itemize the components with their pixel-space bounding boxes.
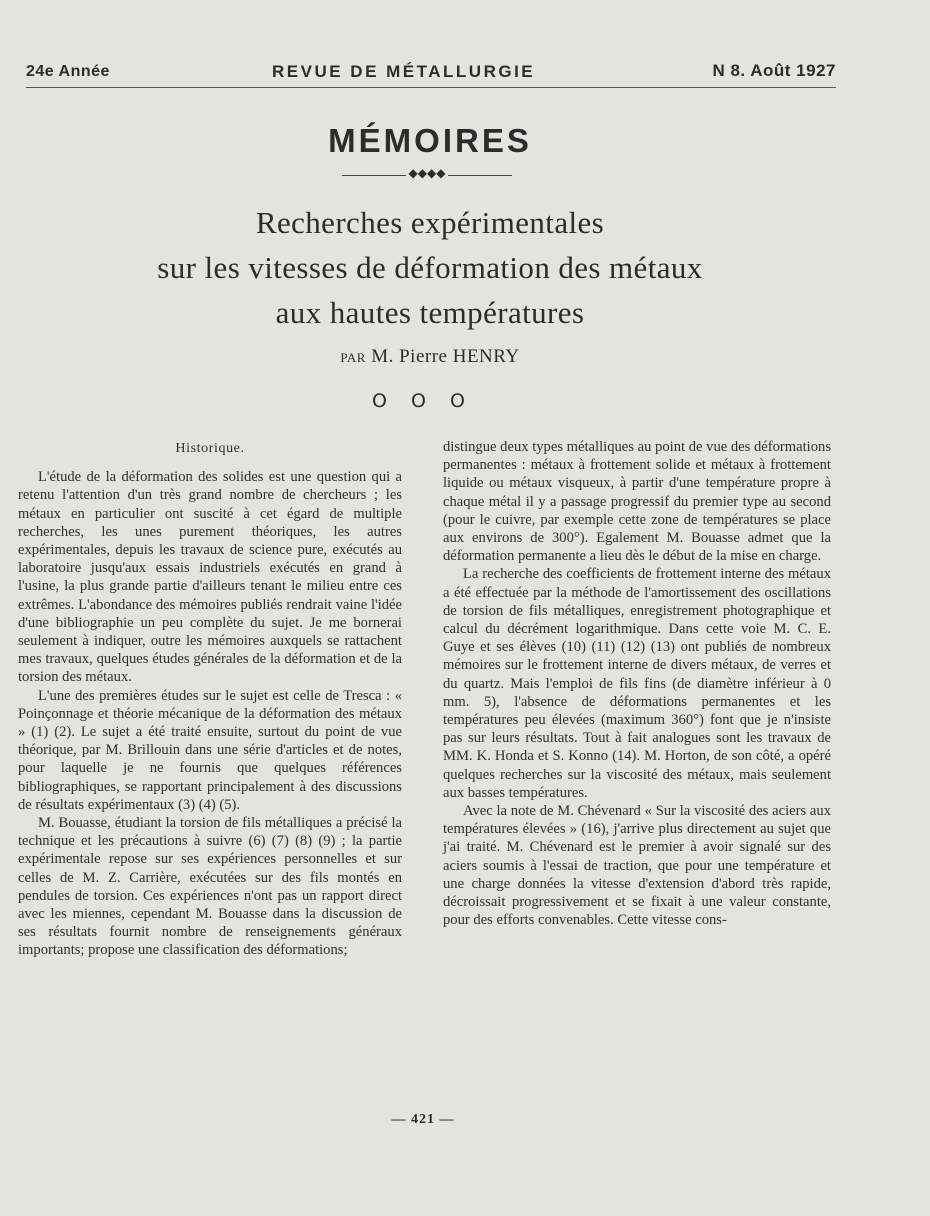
section-heading: Historique. — [175, 441, 245, 456]
byline — [0, 346, 860, 368]
section-title: MÉMOIRES — [328, 122, 532, 159]
ornament-line-left — [342, 175, 406, 176]
article-title-line-1: Recherches expérimentales — [255, 205, 605, 240]
paragraph: L'une des premières études sur le sujet est celle de Tresca : « Poinçonnage et théorie mécanique de la déformation des métaux » (1) (2). Le sujet a été traité ensuite, surtout du point de vue théorique, par M. Brillouin dans une série d'articles et de notes, pour laquelle je ne fournis que quelques références bibliographiques, se rapportant principalement à des discussions de résultats expérimentaux (3) (4) (5). — [18, 687, 402, 813]
ornament-line-right — [448, 175, 512, 176]
ornament-divider — [342, 168, 512, 184]
running-header — [26, 60, 836, 88]
article-title — [0, 200, 860, 335]
paragraph: M. Bouasse, étudiant la torsion de fils métalliques a précisé la technique et les précautions à suivre (6) (7) (8) (9) ; la partie expérimentale repose sur ses expériences personnelles et sur celles de M. Z. Carrière, exécutées sur des fils montés en pendules de torsion. Ces expériences n'ont pas un rapport direct avec les miennes, cependant M. Bouasse dans la discussion de ses résultats fournit nombre de renseignements généraux importants; propose une classification des déformations; — [18, 815, 402, 959]
byline-par: PAR — [340, 350, 366, 365]
text-column-left — [18, 438, 402, 960]
diamond-ornament-icon: ◆◆◆◆ — [408, 166, 446, 180]
article-title-line-2: sur les vitesses de déformation des métaux — [157, 250, 703, 285]
author-name: M. Pierre HENRY — [371, 346, 520, 367]
paragraph: La recherche des coefficients de frottement interne des métaux a été effectuée par la méthode de l'amortissement des oscillations de torsion de fils métalliques, enregistrement photographique et calcul du décrément logarithmique. Dans cette voie M. C. E. Guye et ses élèves (10) (11) (12) (13) ont publiés de nombreux mémoires sur le frottement interne de divers métaux, de verres et du quartz. Mais l'emploi de fils fins (de diamètre inférieur à 0 mm. 5), l'absence de déformations permanentes et les températures peu élevées (maximum 360°) font que je n'insiste pas sur leurs résultats. Tout à fait analogues sont les travaux de MM. K. Honda et S. Konno (14). M. Horton, de son côté, a opéré quelques recherches sur la viscosité des métaux, mais seulement aux basses températures. — [443, 566, 831, 801]
page-number: — 421 — — [391, 1112, 455, 1127]
header-rule — [26, 87, 836, 88]
article-title-line-3: aux hautes températures — [275, 295, 585, 330]
circle-separator: O O O — [372, 390, 474, 412]
text-column-right — [443, 438, 831, 929]
paragraph: L'étude de la déformation des solides est une question qui a retenu l'attention d'un très grand nombre de chercheurs ; les métaux en particulier ont suscité à cet égard de multiple recherches, les unes purement théoriques, les autres expérimentales, depuis les travaux de science pure, exécutés au laboratoire jusqu'aux essais industriels exécutés en grand à l'usine, la plus grande partie d'ailleurs tenant le milieu entre ces extrêmes. L'abondance des mémoires publiés rendrait vaine l'idée d'une bibliographie un peu complète du sujet. Je me bornerai seulement à indiquer, outre les mémoires auxquels se rattachent mes travaux, quelques études générales de la déformation et de la torsion des métaux. — [18, 469, 402, 686]
volume-year: 24e Année — [26, 63, 110, 80]
paragraph: distingue deux types métalliques au point de vue des déformations permanentes : métaux à frottement solide et métaux à frottement liquide ou métaux visqueux, à partir d'une température propre à chaque métal il y a passage progressif du premier type au second (pour le cuivre, par exemple cette zone de températures se place aux environs de 300°). Egalement M. Bouasse admet que la déformation permanente a lieu dès le début de la mise en charge. — [443, 439, 831, 565]
journal-name: REVUE DE MÉTALLURGIE — [272, 62, 536, 81]
issue-date: N 8. Août 1927 — [712, 61, 836, 80]
paragraph: Avec la note de M. Chévenard « Sur la viscosité des aciers aux températures élevées » (16), j'arrive plus directement au sujet que j'ai traité. M. Chévenard est le premier à avoir signalé sur des aciers soumis à l'essai de traction, que pour une température et une charge données la vitesse d'extension d'abord très rapide, décroissait progressivement et se fixait à une valeur constante, pour des efforts convenables. Cette vitesse cons- — [443, 803, 831, 929]
